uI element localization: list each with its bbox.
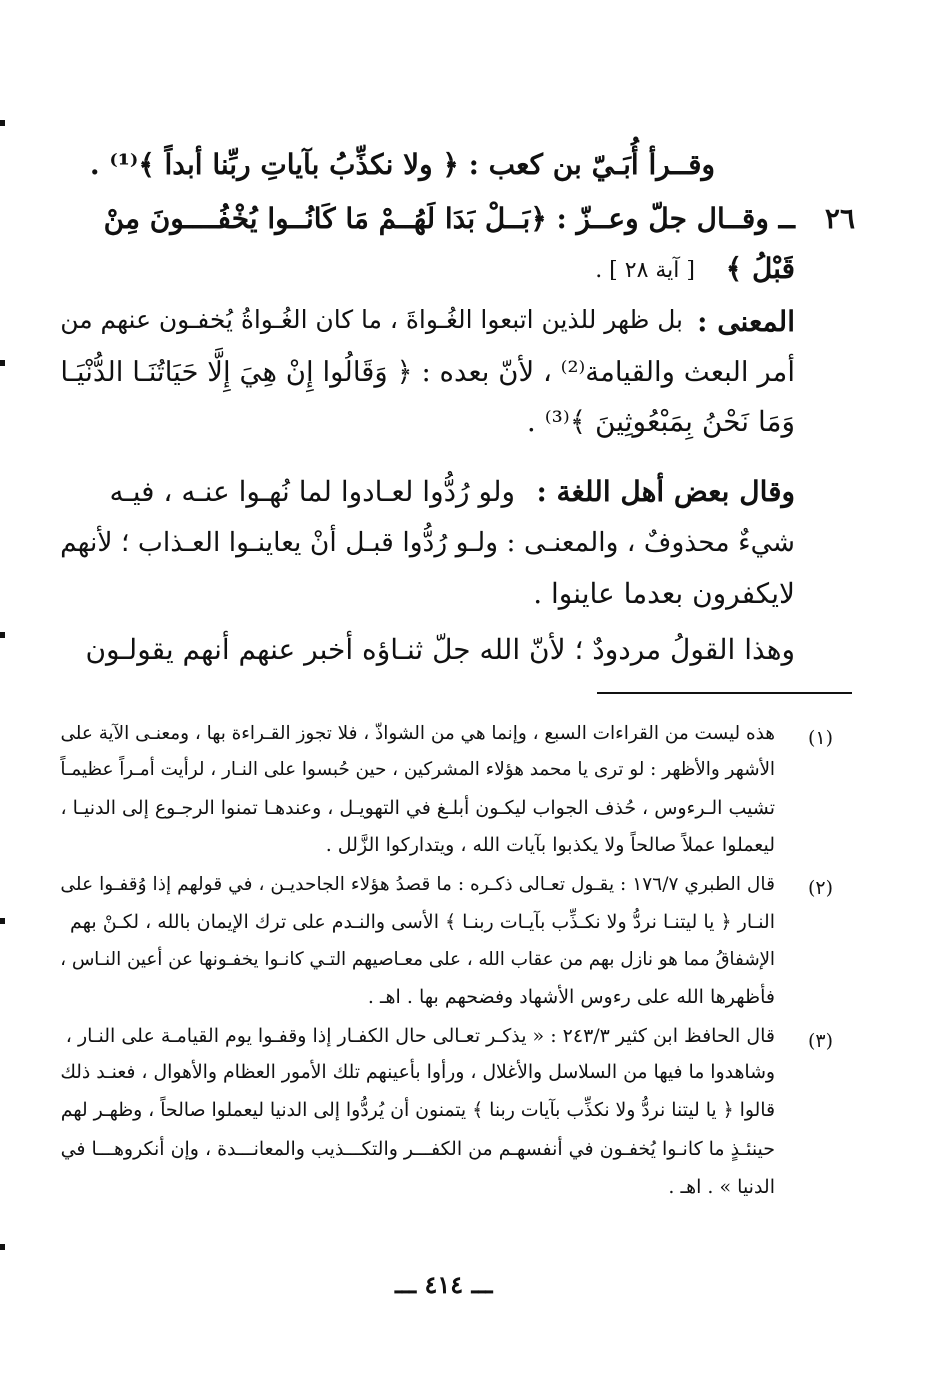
margin-mark bbox=[0, 360, 5, 366]
body-line-1: وقــرأ أُبَـيّ بن كعب : ﴿ ولا نكذِّبُ بآياتِ ربِّنا أبداً ﴾⁽¹⁾ . bbox=[89, 148, 715, 181]
body-line-7-label: وقال بعض أهل اللغة : bbox=[536, 475, 795, 508]
body-line-7: ولو رُدُّوا لعـادوا لما نُهـوا عنـه ، فيـه bbox=[109, 475, 515, 508]
footnote-2-line-2: النـار ﴿ يا ليتنـا نردُّ ولا نكـذِّب بآيـات ربنـا ﴾ الأسى والنـدم على ترك الإيمان بالله ، لكـنْ بهم bbox=[70, 911, 775, 933]
footnote-2-line-4: فأظهرها الله على رءوس الأشهاد وفضحهم بها . اهـ . bbox=[367, 986, 775, 1008]
item-number: ٢٦ bbox=[824, 202, 855, 235]
body-line-5: أمر البعث والقيامة⁽²⁾ ، لأنّ بعده : ﴿ وَقَالُوا إِنْ هِيَ إِلَّا حَيَاتُنَـا الدُّنْيَـا bbox=[60, 355, 795, 388]
footnote-3-line-3: قالوا ﴿ يا ليتنا نردُّ ولا نكذِّب بآيات ربنا ﴾ يتمنون أن يُردُّوا إلى الدنيا ليعملوا صالحاً ، وظهـر لهم bbox=[60, 1100, 775, 1121]
margin-mark bbox=[0, 120, 5, 126]
footnote-number-3: (٣) bbox=[807, 1030, 833, 1052]
body-line-10: وهذا القولُ مردودٌ ؛ لأنّ الله جلّ ثنـاؤه أخبر عنهم أنهم يقولـون bbox=[85, 633, 795, 666]
body-line-4-label: المعنى : bbox=[697, 305, 795, 338]
footnote-1-line-1: هذه ليست من القراءات السبع ، وإنما هي من الشواذّ ، فلا تجوز القـراءة بها ، ومعنـى الآية على bbox=[60, 723, 775, 744]
margin-mark bbox=[0, 918, 5, 924]
footnote-1-line-2: الأشهر والأظهر : لو ترى يا محمد هؤلاء المشركين ، حين حُبسوا على النـار ، لرأيت أمـراً عظيمـاً bbox=[60, 759, 775, 780]
footnote-2-line-3: الإشفاقُ مما هو نازل بهم من عقاب الله ، على معـاصيهم التـي كانـوا يخفـونها عن أعين النـاس ، bbox=[60, 949, 775, 970]
body-line-2: ــ وقــال جلّ وعــزّ : ﴿بَــلْ بَدَا لَهُــمْ مَا كَانُــوا يُخْفُــــونَ مِنْ bbox=[103, 202, 795, 235]
body-line-3a: قَبْلُ ﴾ bbox=[725, 252, 795, 285]
body-line-6: وَمَا نَحْنُ بِمَبْعُوثِينَ ﴾⁽³⁾ . bbox=[526, 405, 795, 438]
margin-mark bbox=[0, 1244, 5, 1250]
page-number: ـــ ٤١٤ ـــ bbox=[395, 1270, 493, 1299]
footnote-2-line-1: قال الطبري ١٧٦/٧ : يقـول تعـالى ذكـره : ما قصدُ هؤلاء الجاحديـن ، في قولهم إذا وُقفـوا على bbox=[60, 874, 775, 895]
body-line-8: شيءٌ محذوفٌ ، والمعنـى : ولـو رُدُّوا قبـل أنْ يعاينـوا العـذاب ؛ لأنهم bbox=[60, 527, 795, 558]
footnote-1-line-3: تشيب الـرءوس ، حُذف الجواب ليكـون أبلـغ في التهويـل ، وعندهـا تمنوا الرجـوع إلى الدنيـا ، bbox=[60, 797, 775, 819]
footnote-number-2: (٢) bbox=[807, 877, 833, 899]
footnote-3-line-2: وشاهدوا ما فيها من السلاسل والأغلال ، ورأوا بأعينهم تلك الأمور العظام والأهوال ، فعنـد ذلك bbox=[60, 1062, 775, 1083]
body-line-4: بل ظهر للذين اتبعوا الغُـواةَ ، ما كان الغُـواةُ يُخفـون عنهم من bbox=[60, 305, 683, 334]
body-line-9: لايكفرون بعدما عاينوا . bbox=[533, 577, 795, 610]
footnote-1-line-4: ليعملوا عملاً صالحاً ولا يكذبوا بآيات الله ، ويتداركوا الزَّلل . bbox=[325, 834, 775, 856]
footnote-3-line-5: الدنيا » . اهـ . bbox=[668, 1176, 775, 1198]
footnote-number-1: (١) bbox=[807, 727, 833, 749]
body-line-3b: [ آية ٢٨ ] . bbox=[595, 258, 695, 283]
margin-mark bbox=[0, 632, 5, 638]
footnote-3-line-1: قال الحافظ ابن كثير ٢٤٣/٣ : « يذكـر تعـالى حال الكفـار إذا وقفـوا يوم القيامـة على النـار ، bbox=[65, 1025, 775, 1047]
footnote-separator bbox=[597, 692, 852, 694]
footnote-3-line-4: حينئـذٍ ما كانـوا يُخفـون في أنفسهـم من الكفـــر والتكـــذيب والمعانـــدة ، وإن أنكروهـــا في bbox=[60, 1138, 775, 1160]
